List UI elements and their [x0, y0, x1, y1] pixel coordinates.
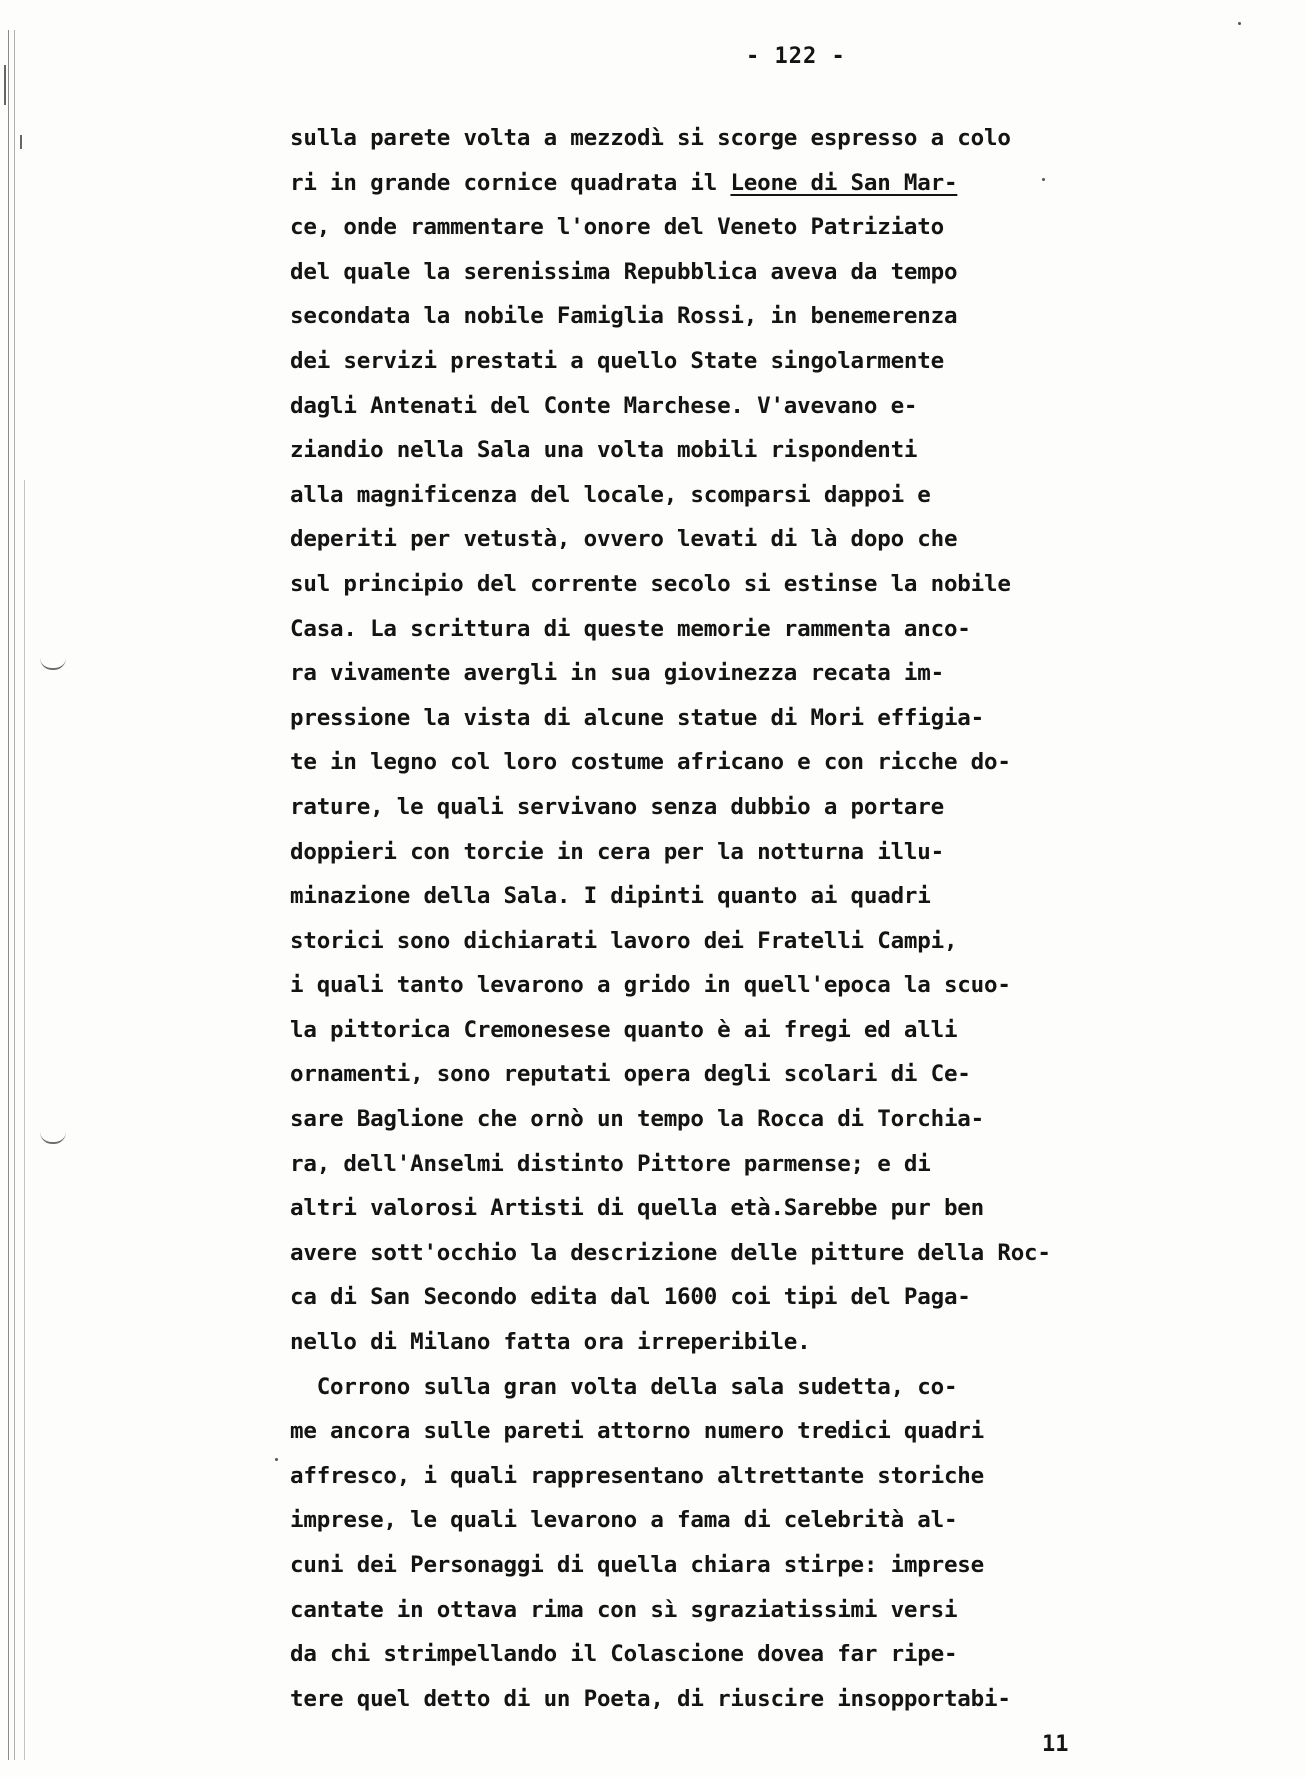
text-line: sare Baglione che ornò un tempo la Rocca di Torchia- — [290, 1106, 984, 1133]
binding-hole-mark — [40, 658, 66, 670]
text-line: pressione la vista di alcune statue di Mori effigia- — [290, 704, 984, 731]
text-line: secondata la nobile Famiglia Rossi, in benemerenza — [290, 303, 958, 330]
text-line: altri valorosi Artisti di quella età.Sarebbe pur ben — [290, 1195, 984, 1222]
text-line: ca di San Secondo edita dal 1600 coi tipi del Paga- — [290, 1284, 971, 1311]
scan-edge-line — [8, 30, 9, 1760]
text-line: la pittorica Cremonesese quanto è ai fregi ed alli — [290, 1016, 958, 1043]
text-line: del quale la serenissima Repubblica aveva da tempo — [290, 258, 958, 285]
text-line: nello di Milano fatta ora irreperibile. — [290, 1329, 811, 1356]
text-line: alla magnificenza del locale, scomparsi dappoi e — [290, 481, 931, 508]
text-line: imprese, le quali levarono a fama di celebrità al- — [290, 1507, 958, 1534]
document-body — [290, 116, 1170, 1721]
underlined-phrase: Leone di San Mar- — [730, 169, 958, 196]
text-line: cuni dei Personaggi di quella chiara stirpe: imprese — [290, 1552, 984, 1578]
scan-speck — [275, 1458, 278, 1461]
scan-speck — [1238, 22, 1241, 25]
scan-edge-line — [14, 30, 15, 1760]
text-line: rature, le quali servivano senza dubbio a portare — [290, 793, 944, 820]
text-line: tere quel detto di un Poeta, di riuscire insopportabi- — [290, 1685, 1011, 1712]
text-line: affresco, i quali rappresentano altrettante storiche — [290, 1462, 984, 1489]
footer-mark: 11 — [1042, 1732, 1069, 1757]
text-line: me ancora sulle pareti attorno numero tredici quadri — [290, 1418, 984, 1445]
text-line: ra vivamente avergli in sua giovinezza recata im- — [290, 660, 944, 687]
text-line: doppieri con torcie in cera per la notturna illu- — [290, 838, 944, 865]
scan-edge-mark — [4, 65, 6, 105]
text-line: Corrono sulla gran volta della sala sudetta, co- — [290, 1373, 958, 1400]
text-line: ornamenti, sono reputati opera degli scolari di Ce- — [290, 1061, 971, 1088]
text-line: minazione della Sala. I dipinti quanto ai quadri — [290, 883, 931, 910]
text-line: cantate in ottava rima con sì sgraziatissimi versi — [290, 1596, 958, 1623]
text-line: storici sono dichiarati lavoro dei Fratelli Campi, — [290, 927, 958, 954]
scan-edge-line — [24, 480, 25, 1760]
text-line: sulla parete volta a mezzodì si scorge espresso a colo — [290, 125, 1011, 151]
scan-edge-mark — [20, 135, 22, 149]
text-line: sul principio del corrente secolo si estinse la nobile — [290, 570, 1011, 597]
text-line: deperiti per vetustà, ovvero levati di là dopo che — [290, 526, 958, 553]
text-line: ce, onde rammentare l'onore del Veneto Patriziato — [290, 214, 944, 241]
text-line: avere sott'occhio la descrizione delle pitture della Roc- — [290, 1239, 1051, 1266]
text-line — [290, 161, 1170, 206]
text-line-segment: ri in grande cornice quadrata il — [290, 169, 731, 196]
text-line: Casa. La scrittura di queste memorie rammenta anco- — [290, 615, 971, 642]
text-line: da chi strimpellando il Colascione dovea far ripe- — [290, 1641, 958, 1668]
page-number: - 122 - — [746, 44, 846, 69]
text-line: te in legno col loro costume africano e con ricche do- — [290, 749, 1011, 776]
text-line: ziandio nella Sala una volta mobili rispondenti — [290, 437, 918, 464]
text-line: dei servizi prestati a quello State singolarmente — [290, 347, 944, 374]
text-line: dagli Antenati del Conte Marchese. V'avevano e- — [290, 392, 918, 419]
text-line: ra, dell'Anselmi distinto Pittore parmense; e di — [290, 1150, 931, 1177]
binding-hole-mark — [40, 1132, 66, 1144]
text-line: i quali tanto levarono a grido in quell'epoca la scuo- — [290, 972, 1011, 999]
